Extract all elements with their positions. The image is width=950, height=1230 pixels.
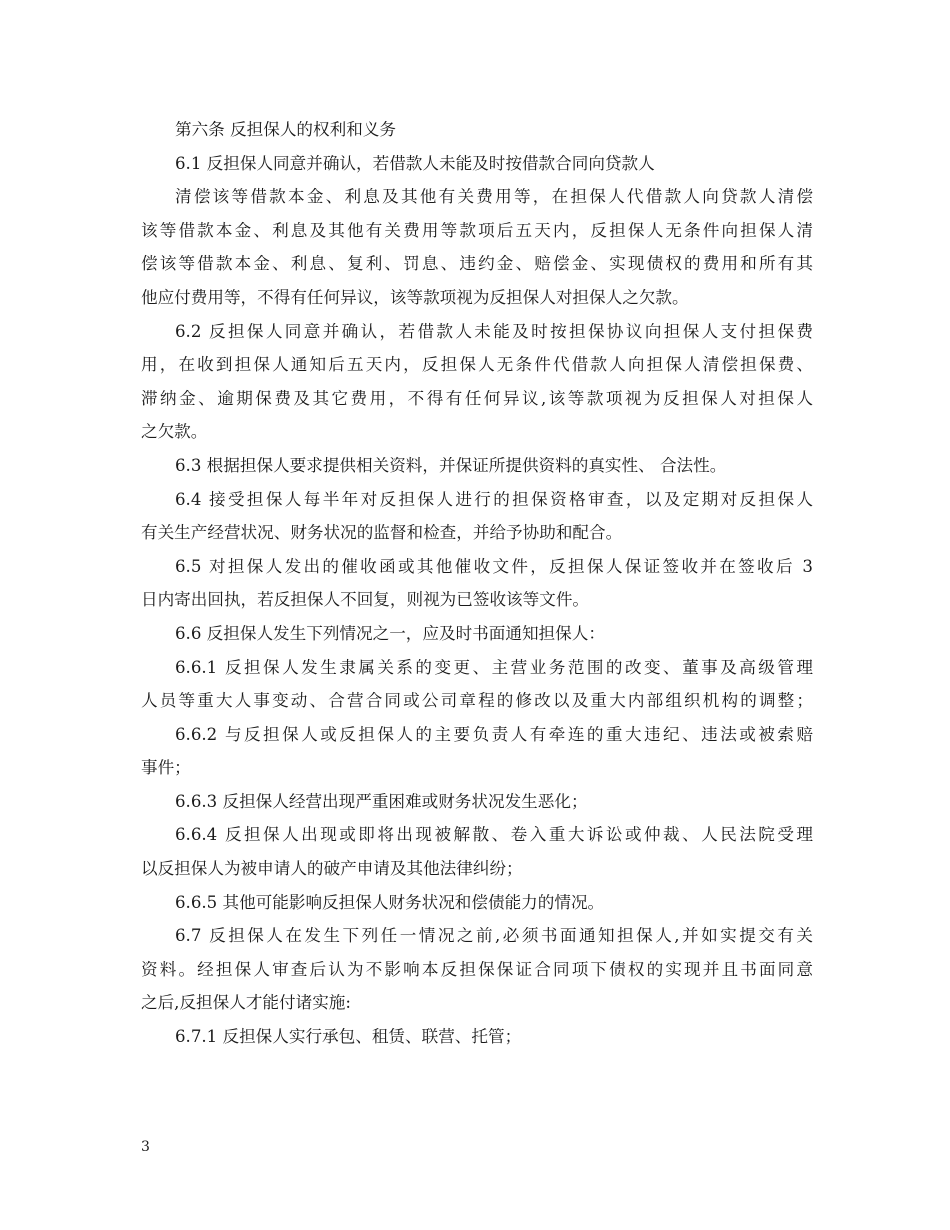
- text-line: 6.6.5 其他可能影响反担保人财务状况和偿债能力的情况。: [175, 892, 605, 912]
- text-line: 资料。经担保人审查后认为不影响本反担保保证合同项下债权的实现并且书面同意: [141, 959, 813, 979]
- text-line: 滞纳金、逾期保费及其它费用，不得有任何异议,该等款项视为反担保人对担保人: [141, 388, 813, 408]
- text-line: 第六条 反担保人的权利和义务: [175, 120, 396, 139]
- text-line: 该等借款本金、利息及其他有关费用等款项后五天内，反担保人无条件向担保人清: [141, 220, 813, 240]
- text-line: 6.1 反担保人同意并确认，若借款人未能及时按借款合同向贷款人: [175, 153, 655, 173]
- text-line: 6.3 根据担保人要求提供相关资料，并保证所提供资料的真实性、 合法性。: [175, 455, 727, 475]
- text-line: 之后,反担保人才能付诸实施:: [141, 993, 351, 1013]
- text-line: 之欠款。: [141, 422, 208, 442]
- document-body: [141, 113, 813, 1054]
- text-line: 用，在收到担保人通知后五天内，反担保人无条件代借款人向担保人清偿担保费、: [141, 355, 813, 375]
- text-line: 人员等重大人事变动、合营合同或公司章程的修改以及重大内部组织机构的调整；: [141, 691, 813, 711]
- text-line: 6.2 反担保人同意并确认，若借款人未能及时按担保协议向担保人支付担保费: [175, 321, 813, 341]
- text-line: 6.5 对担保人发出的催收函或其他催收文件，反担保人保证签收并在签收后 3: [175, 556, 813, 576]
- text-line: 6.6.3 反担保人经营出现严重困难或财务状况发生恶化；: [175, 791, 588, 811]
- text-line: 6.6.2 与反担保人或反担保人的主要负责人有牵连的重大违纪、违法或被索赔: [175, 724, 813, 744]
- text-line: 清偿该等借款本金、利息及其他有关费用等，在担保人代借款人向贷款人清偿: [175, 187, 813, 207]
- text-line: 6.6.1 反担保人发生隶属关系的变更、主营业务范围的改变、董事及高级管理: [175, 657, 813, 677]
- text-line: 他应付费用等，不得有任何异议，该等款项视为反担保人对担保人之欠款。: [141, 287, 689, 307]
- text-line: 6.6 反担保人发生下列情况之一，应及时书面通知担保人：: [175, 623, 605, 643]
- text-line: 6.7 反担保人在发生下列任一情况之前,必须书面通知担保人,并如实提交有关: [175, 926, 813, 946]
- text-line: 事件；: [141, 758, 191, 778]
- text-line: 6.7.1 反担保人实行承包、租赁、联营、托管；: [175, 1027, 522, 1047]
- page-number: 3: [141, 1139, 150, 1155]
- text-line: 6.4 接受担保人每半年对反担保人进行的担保资格审查，以及定期对反担保人: [175, 489, 813, 509]
- text-line: 日内寄出回执，若反担保人不回复，则视为已签收该等文件。: [141, 590, 590, 610]
- text-line: 有关生产经营状况、财务状况的监督和检查，并给予协助和配合。: [141, 523, 623, 543]
- document-page: [141, 113, 813, 1054]
- text-line: 偿该等借款本金、利息、复利、罚息、违约金、赔偿金、实现债权的费用和所有其: [141, 254, 813, 274]
- text-line: 以反担保人为被申请人的破产申请及其他法律纠纷；: [141, 859, 523, 879]
- text-line: 6.6.4 反担保人出现或即将出现被解散、卷入重大诉讼或仲裁、人民法院受理: [175, 825, 813, 845]
